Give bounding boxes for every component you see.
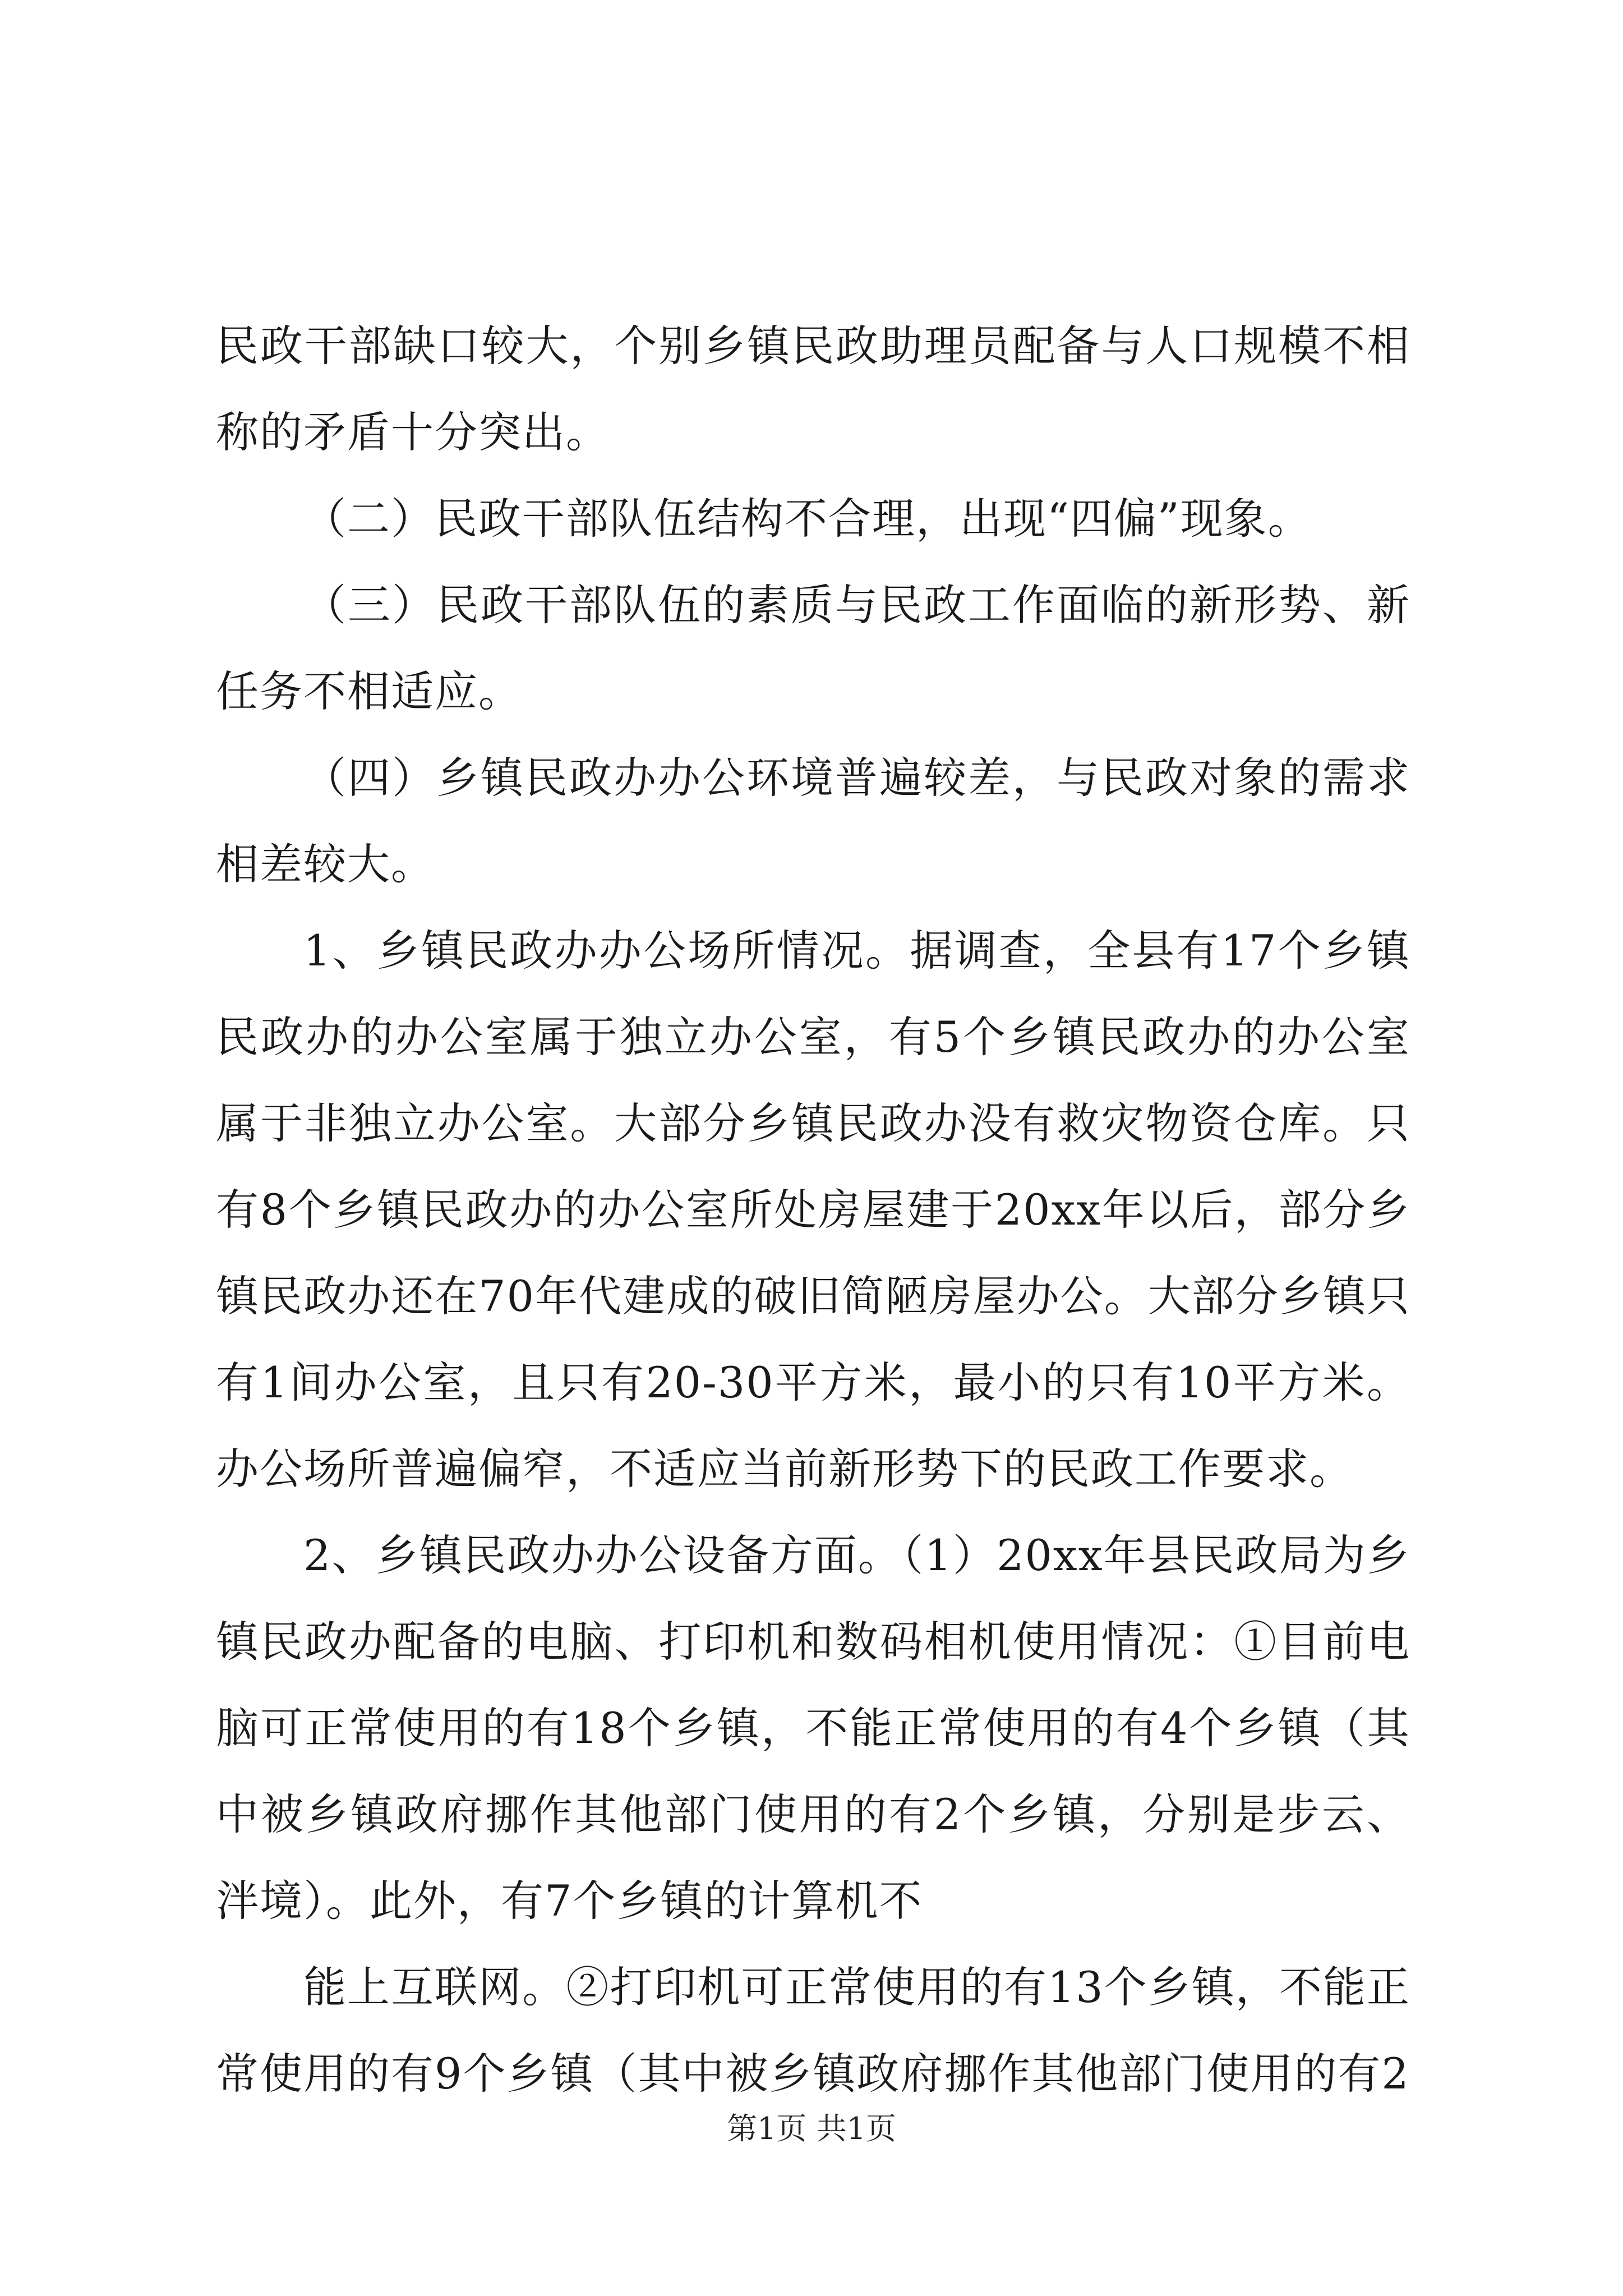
paragraph-heading-4: （四）乡镇民政办办公环境普遍较差，与民政对象的需求相差较大。 [216,753,1410,889]
paragraph-heading-3: （三）民政干部队伍的素质与民政工作面临的新形势、新任务不相适应。 [216,580,1410,716]
paragraph-item-2-continued: 能上互联网。②打印机可正常使用的有13个乡镇，不能正常使用的有9个乡镇（其中被乡镇政府挪作其他部门使用的有2 [216,1962,1410,2099]
paragraph-heading-2: （二）民政干部队伍结构不合理，出现“四偏”现象。 [303,494,1312,544]
page-number-label: 第1页 共1页 [727,2111,896,2146]
document-body [216,303,1410,2117]
paragraph-item-2: 2、乡镇民政办办公设备方面。（1）20xx年县民政局为乡镇民政办配备的电脑、打印机和数码相机使用情况：①目前电脑可正常使用的有18个乡镇，不能正常使用的有4个乡镇（其中被乡镇政府挪作其他部门使用的有2个乡镇，分别是步云、泮境）。此外，有7个乡镇的计算机不 [216,1530,1410,1926]
paragraph-continued: 民政干部缺口较大，个别乡镇民政助理员配备与人口规模不相称的矛盾十分突出。 [216,321,1410,457]
paragraph-item-1: 1、乡镇民政办办公场所情况。据调查，全县有17个乡镇民政办的办公室属于独立办公室，有5个乡镇民政办的办公室属于非独立办公室。大部分乡镇民政办没有救灾物资仓库。只有8个乡镇民政办的办公室所处房屋建于20xx年以后，部分乡镇民政办还在70年代建成的破旧简陋房屋办公。大部分乡镇只有1间办公室，且只有20-30平方米，最小的只有10平方米。办公场所普遍偏窄，不适应当前新形势下的民政工作要求。 [216,926,1410,1494]
page-footer [0,2109,1623,2148]
